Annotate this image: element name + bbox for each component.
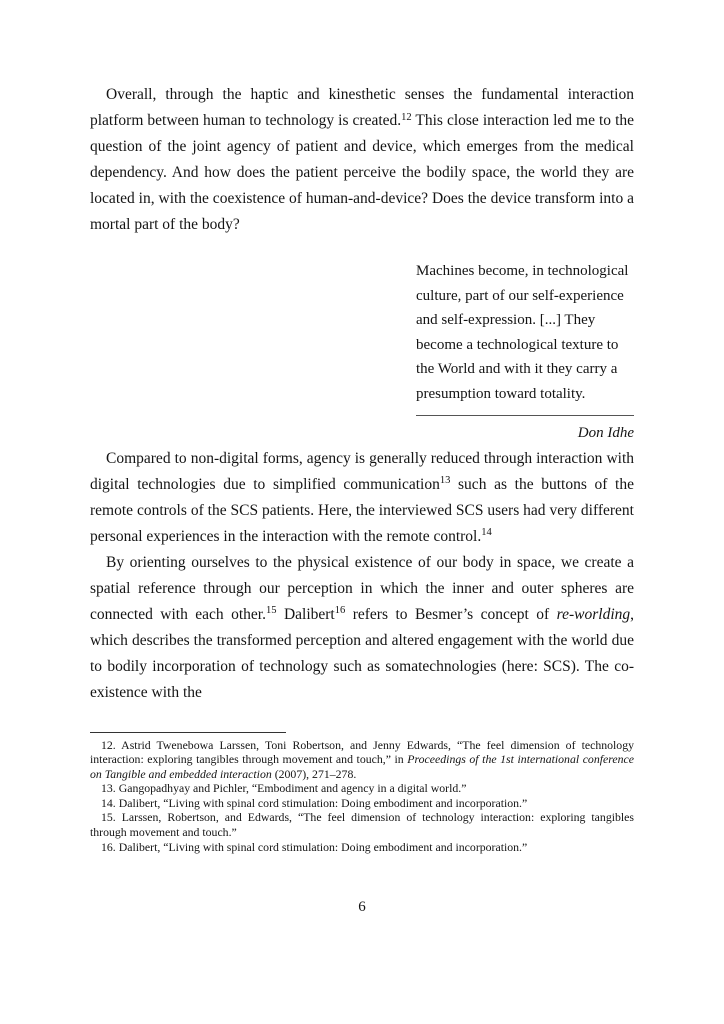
footnote-12 [90,738,634,782]
paragraph-3-text-c: refers to Besmer’s concept of [345,605,557,623]
paragraph-2-text-a: Compared to non-digital forms, agency is generally reduced through interaction with digital technologies due to simplified communication [90,449,634,493]
footnote-12-text-a: 12. Astrid Twenebowa Larssen, Toni Robertson, and Jenny Edwards, “The feel dimension of technology interaction: exploring tangibles through movement and touch,” in [90,737,634,767]
paragraph-3-text-d: , which describes the transformed perception and altered engagement with the world due to bodily incorporation of technology such as somatechnologies (here: SCS). The co-existence with the [90,605,635,701]
paragraph-3 [90,550,634,706]
paragraph-1-text-a: Overall, through the haptic and kinesthetic senses the fundamental interaction platform between human to technology is created. [90,86,634,129]
footnotes-section [90,738,634,855]
footnote-ref-13: 13 [439,475,451,487]
paragraph-3-text-b: Dalibert [276,605,335,623]
footnote-ref-14: 14 [481,527,492,539]
footnote-12-text-b: (2007), 271–278. [271,766,357,781]
footnote-rule [90,732,286,733]
footnote-ref-16: 16 [334,605,346,617]
page-number: 6 [358,899,366,915]
footnote-ref-15: 15 [265,605,277,617]
paragraph-2-text-b: such as the buttons of the remote controls of the SCS patients. Here, the interviewed SCS users had very different personal experiences in the interaction with the remote control. [90,475,634,545]
paragraph-1-text-b: This close interaction led me to the question of the joint agency of patient and device, which emerges from the medical dependency. And how does the patient perceive the bodily space, the world they are located in, with the coexistence of human-and-device? Does the device transform into a mortal part of the body? [90,112,635,233]
footnote-12-italic-title: Proceedings of the 1st international conference on Tangible and embedded interaction [90,752,635,781]
paragraph-1 [90,82,634,238]
paragraph-2 [90,446,634,550]
quote-attribution: Don Idhe [577,425,634,441]
paragraph-3-text-a: By orienting ourselves to the physical existence of our body in space, we create a spatial reference through our perception in which the inner and outer spheres are connected with each other. [90,553,634,623]
footnote-13: 13. Gangopadhyay and Pichler, “Embodiment and agency in a digital world.” [101,781,467,796]
block-quote [416,259,634,446]
paragraph-3-italic-term: re-worlding [556,605,631,623]
footnote-15: 15. Larssen, Robertson, and Edwards, “The feel dimension of technology interaction: exploring tangibles through movement and touch.” [90,810,634,840]
footnote-16: 16. Dalibert, “Living with spinal cord stimulation: Doing embodiment and incorporation.” [101,839,528,854]
block-quote-text: Machines become, in technological culture, part of our self-experience and self-expression. [...] They become a technological texture to the World and with it they carry a presumption toward totality. [416,263,629,402]
footnote-ref-12: 12 [401,111,412,123]
footnote-14: 14. Dalibert, “Living with spinal cord stimulation: Doing embodiment and incorporation.” [101,795,528,810]
